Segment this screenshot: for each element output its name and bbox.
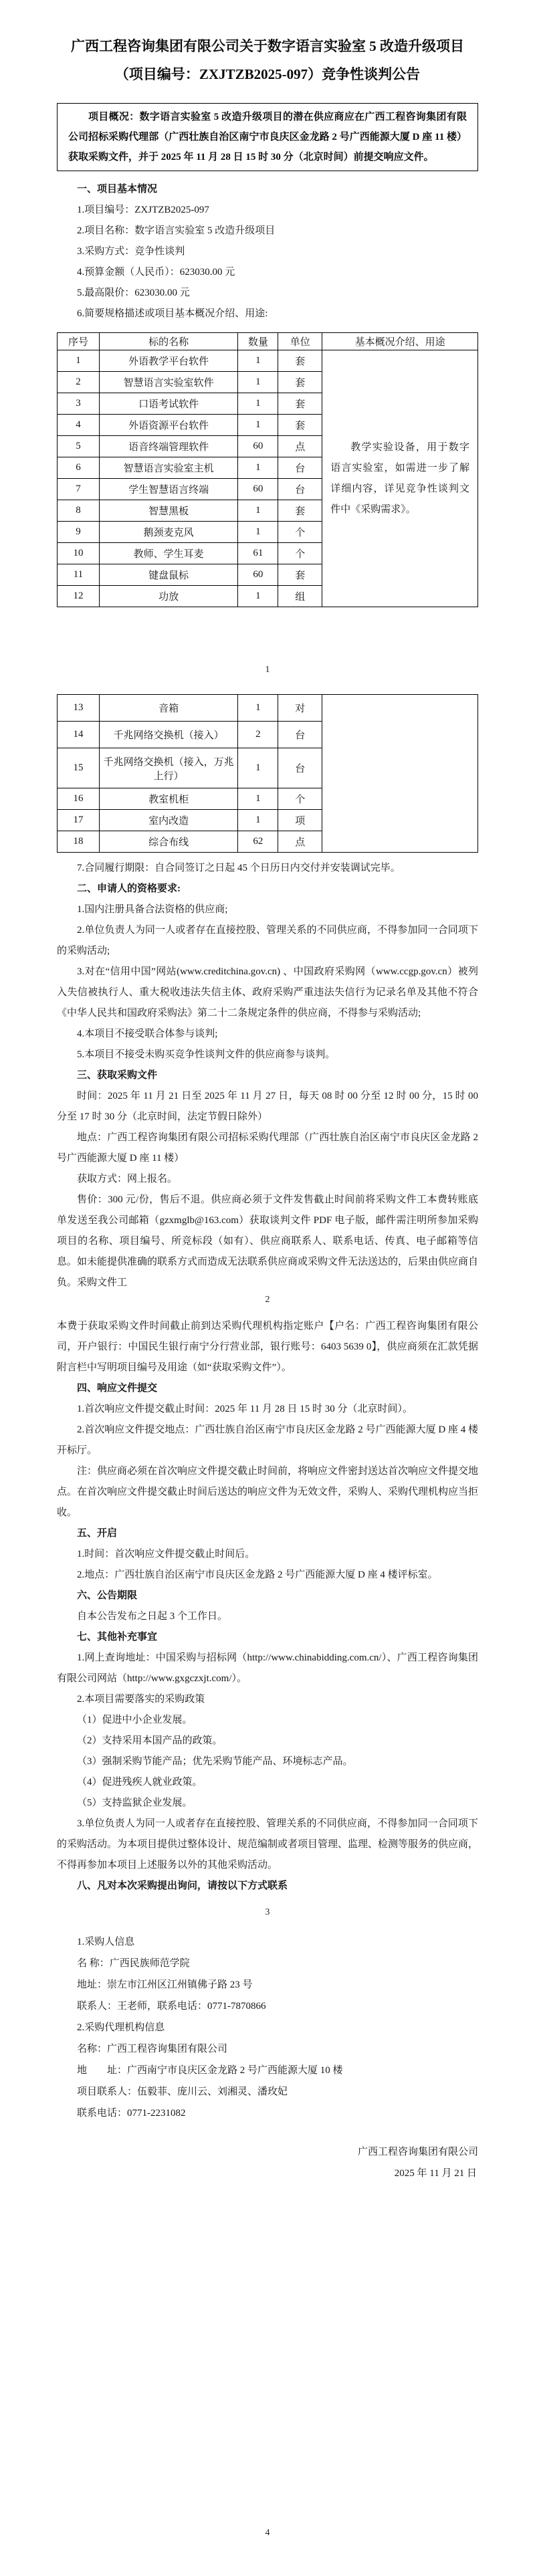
- goods-summary-cell: [322, 350, 478, 607]
- cell-item: 智慧黑板: [99, 500, 238, 522]
- cell-unit: 套: [278, 415, 322, 436]
- opening-time-line: 1.时间：首次响应文件提交截止时间后。: [77, 1549, 255, 1560]
- cell-index: 1: [58, 350, 100, 372]
- submission-note: 注：供应商必须在首次响应文件提交截止时间前，将响应文件密封送达首次响应文件提交地点。在首次响应文件提交截止时间后送达的响应文件为无效文件，采购人、采购代理机构应当拒收。: [57, 1466, 479, 1518]
- cell-item: 智慧语言实验室软件: [99, 372, 238, 393]
- cell-qty: 1: [238, 457, 278, 479]
- policy-item-3: （3）强制采购节能产品；优先采购节能产品、环境标志产品。: [77, 1756, 353, 1767]
- policy-item-4: （4）促进残疾人就业政策。: [77, 1777, 203, 1788]
- page-3: [0, 1316, 535, 1923]
- cell-unit: 套: [278, 372, 322, 393]
- cell-unit: 台: [278, 479, 322, 500]
- spec-intro-line: 6.简要规格描述或项目基本概况介绍、用途:: [77, 308, 268, 319]
- qualification-3: 3.对在“信用中国”网站(www.creditchina.gov.cn) 、中国政府采购网（www.ccgp.gov.cn）被列入失信被执行人、重大税收违法失信主体、政府采购严重违法失信行为记录名单及其他不符合《中华人民共和国政府采购法》第二十二条规定条件的供应商，不得参与采购活动;: [57, 966, 478, 1018]
- cell-unit: 对: [278, 695, 322, 722]
- cell-qty: 62: [238, 831, 278, 853]
- col-header-index: 序号: [58, 333, 100, 350]
- cell-index: 6: [58, 457, 100, 479]
- section-heading-7: 七、其他补充事宜: [77, 1632, 158, 1642]
- qualification-4: 4.本项目不接受联合体参与谈判;: [77, 1029, 218, 1039]
- page-1: [0, 32, 535, 679]
- cell-unit: 点: [278, 831, 322, 853]
- col-header-item: 标的名称: [99, 333, 238, 350]
- page-number-4: 4: [265, 2528, 270, 2538]
- cell-qty: 60: [238, 436, 278, 457]
- cell-qty: 2: [238, 722, 278, 748]
- cell-index: 15: [58, 748, 100, 788]
- cell-index: 9: [58, 522, 100, 543]
- qualification-2: 2.单位负责人为同一人或者存在直接控股、管理关系的不同供应商，不得参加同一合同项下的采购活动;: [57, 925, 478, 956]
- cell-qty: 1: [238, 350, 278, 372]
- cell-item: 外语资源平台软件: [99, 415, 238, 436]
- cell-qty: 1: [238, 810, 278, 831]
- buyer-address-line: 地址：崇左市江州区江州镇佛子路 23 号: [77, 1979, 253, 1990]
- cell-index: 13: [58, 695, 100, 722]
- signature-date: 2025 年 11 月 21 日: [394, 2168, 477, 2179]
- cell-unit: 个: [278, 543, 322, 564]
- cell-unit: 台: [278, 457, 322, 479]
- cell-item: 键盘鼠标: [99, 564, 238, 586]
- document-price-paragraph: 售价：300 元/份，售后不退。供应商必须于文件发售截止时间前将采购文件工本费转账底单发送至我公司邮箱（gzxmglb@163.com）获取谈判文件 PDF 电子版，邮件需注明所参加采购项目的名称、项目编号、所竞标段（如有）、供应商联系人、联系电话、传真、电子邮箱等信息。如未能提供准确的联系方式而造成无法联系供应商或采购文件无法送达的，后果由供应商自负。采购文件工: [57, 1194, 479, 1288]
- cell-index: 17: [58, 810, 100, 831]
- cell-index: 12: [58, 586, 100, 607]
- cell-unit: 套: [278, 500, 322, 522]
- cell-index: 16: [58, 788, 100, 810]
- contract-term-line: 7.合同履行期限：自合同签订之日起 45 个日历日内交付并安装调试完毕。: [77, 863, 401, 873]
- agent-name-line: 名称：广西工程咨询集团有限公司: [77, 2044, 228, 2054]
- qualification-5: 5.本项目不接受未购买竞争性谈判文件的供应商参与谈判。: [77, 1049, 336, 1060]
- announcement-document: [0, 32, 535, 2548]
- cell-index: 8: [58, 500, 100, 522]
- cell-item: 外语教学平台软件: [99, 350, 238, 372]
- cell-qty: 1: [238, 415, 278, 436]
- policy-heading-line: 2.本项目需要落实的采购政策: [77, 1694, 205, 1705]
- page-2: [0, 694, 535, 1311]
- cell-item: 鹅颈麦克风: [99, 522, 238, 543]
- opening-place-line: 2.地点：广西壮族自治区南宁市良庆区金龙路 2 号广西能源大厦 D 座 4 楼评标室。: [77, 1570, 438, 1580]
- agent-info-heading: 2.采购代理机构信息: [77, 2022, 165, 2033]
- cell-index: 3: [58, 393, 100, 415]
- section-heading-5: 五、开启: [77, 1528, 118, 1539]
- col-header-qty: 数量: [238, 333, 278, 350]
- cell-qty: 60: [238, 479, 278, 500]
- project-overview-box: 项目概况：数字语言实验室 5 改造升级项目的潜在供应商应在广西工程咨询集团有限公司招标采购代理部（广西壮族自治区南宁市良庆区金龙路 2 号广西能源大厦 D 座 11 楼）获取采购文件，并于 2025 年 11 月 28 日 15 时 30 分（北京时间）前提交响应文件。: [57, 103, 478, 171]
- goods-table-header-row: [58, 333, 478, 350]
- cell-index: 4: [58, 415, 100, 436]
- announcement-period-line: 自本公告发布之日起 3 个工作日。: [77, 1611, 228, 1622]
- submission-place-line: 2.首次响应文件提交地点：广西壮族自治区南宁市良庆区金龙路 2 号广西能源大厦 D 座 4 楼开标厅。: [57, 1424, 478, 1456]
- cell-unit: 点: [278, 436, 322, 457]
- cell-index: 10: [58, 543, 100, 564]
- cell-item: 智慧语言实验室主机: [99, 457, 238, 479]
- cell-index: 5: [58, 436, 100, 457]
- section-heading-1: 一、项目基本情况: [77, 184, 158, 195]
- price-continuation-paragraph: 本费于获取采购文件时间截止前到达采购代理机构指定账户【户名：广西工程咨询集团有限公司，开户银行：中国民生银行南宁分行营业部，银行账号：6403 5639 0】，供应商须在汇款凭据附言栏中写明项目编号及用途（如“获取采购文件”）。: [57, 1321, 478, 1373]
- cell-unit: 套: [278, 564, 322, 586]
- cell-item: 口语考试软件: [99, 393, 238, 415]
- cell-item: 功放: [99, 586, 238, 607]
- qualification-1: 1.国内注册具备合法资格的供应商;: [77, 904, 228, 915]
- document-title: [57, 32, 478, 88]
- cell-qty: 1: [238, 372, 278, 393]
- cell-index: 18: [58, 831, 100, 853]
- cell-unit: 项: [278, 810, 322, 831]
- cell-index: 11: [58, 564, 100, 586]
- page-4: [0, 1931, 535, 2576]
- submission-deadline-line: 1.首次响应文件提交截止时间：2025 年 11 月 28 日 15 时 30 分（北京时间）。: [77, 1404, 413, 1414]
- cell-qty: 1: [238, 586, 278, 607]
- goods-summary-cell-cont: [322, 695, 478, 853]
- cell-item: 音箱: [99, 695, 238, 722]
- cell-item: 教师、学生耳麦: [99, 543, 238, 564]
- agent-address-line: 地 址：广西南宁市良庆区金龙路 2 号广西能源大厦 10 楼: [77, 2065, 343, 2076]
- document-title-line2: （项目编号：ZXJTZB2025-097）竞争性谈判公告: [114, 66, 421, 82]
- cell-unit: 台: [278, 722, 322, 748]
- section-heading-8: 八、凡对本次采购提出询问，请按以下方式联系: [77, 1881, 288, 1891]
- agent-contact-line: 项目联系人：伍毅菲、庞川云、刘湘灵、潘玫妃: [77, 2086, 288, 2097]
- cell-unit: 套: [278, 350, 322, 372]
- signature-company: 广西工程咨询集团有限公司: [357, 2147, 478, 2157]
- goods-summary-text: 教学实验设备，用于数字语言实验室，如需进一步了解详细内容，详见竞争性谈判文件中《采购需求》。: [330, 441, 469, 515]
- cell-qty: 1: [238, 522, 278, 543]
- cell-item: 综合布线: [99, 831, 238, 853]
- policy-item-1: （1）促进中小企业发展。: [77, 1715, 193, 1725]
- same-person-rule-paragraph: 3.单位负责人为同一人或者存在直接控股、管理关系的不同供应商，不得参加同一合同项下的采购活动。为本项目提供过整体设计、规范编制或者项目管理、监理、检测等服务的供应商，不得再参加本项目上述服务以外的其他采购活动。: [57, 1818, 479, 1870]
- agent-phone-line: 联系电话：0771-2231082: [77, 2108, 186, 2119]
- cell-qty: 1: [238, 695, 278, 722]
- cell-index: 2: [58, 372, 100, 393]
- cell-unit: 台: [278, 748, 322, 788]
- document-time-line: 时间：2025 年 11 月 21 日至 2025 年 11 月 27 日，每天 08 时 00 分至 12 时 00 分，15 时 00 分至 17 时 30 分（北京时间，法定节假日除外）: [57, 1091, 478, 1122]
- cell-item: 学生智慧语言终端: [99, 479, 238, 500]
- cell-qty: 61: [238, 543, 278, 564]
- section-heading-6: 六、公告期限: [77, 1590, 138, 1601]
- col-header-unit: 单位: [278, 333, 322, 350]
- buyer-info-heading: 1.采购人信息: [77, 1937, 135, 1947]
- document-method-line: 获取方式：网上报名。: [77, 1174, 178, 1184]
- document-title-line1: 广西工程咨询集团有限公司关于数字语言实验室 5 改造升级项目: [71, 38, 464, 54]
- page-number-2: 2: [265, 1295, 270, 1305]
- buyer-contact-line: 联系人：王老师，联系电话：0771-7870866: [77, 2001, 266, 2012]
- online-query-line: 1.网上查询地址：中国采购与招标网（http://www.chinabidding.com.cn/）、广西工程咨询集团有限公司网站（http://www.gxgczxjt.com/）。: [57, 1652, 478, 1684]
- section-heading-3: 三、获取采购文件: [77, 1070, 158, 1081]
- procurement-method-line: 3.采购方式：竞争性谈判: [77, 246, 185, 257]
- cell-unit: 个: [278, 522, 322, 543]
- project-number-line: 1.项目编号：ZXJTZB2025-097: [77, 205, 209, 215]
- buyer-name-line: 名 称：广西民族师范学院: [77, 1958, 190, 1969]
- cell-item: 语音终端管理软件: [99, 436, 238, 457]
- price-cap-line: 5.最高限价：623030.00 元: [77, 288, 190, 298]
- cell-qty: 60: [238, 564, 278, 586]
- table-row: [58, 350, 478, 372]
- cell-unit: 个: [278, 788, 322, 810]
- cell-item: 室内改造: [99, 810, 238, 831]
- cell-index: 7: [58, 479, 100, 500]
- budget-line: 4.预算金额（人民币）：623030.00 元: [77, 267, 235, 278]
- policy-item-2: （2）支持采用本国产品的政策。: [77, 1735, 223, 1746]
- table-row: [58, 695, 478, 722]
- policy-item-5: （5）支持监狱企业发展。: [77, 1798, 193, 1808]
- cell-item: 教室机柜: [99, 788, 238, 810]
- document-place-line: 地点：广西工程咨询集团有限公司招标采购代理部（广西壮族自治区南宁市良庆区金龙路 2 号广西能源大厦 D 座 11 楼）: [57, 1132, 478, 1164]
- cell-index: 14: [58, 722, 100, 748]
- page-number-1: 1: [265, 665, 270, 675]
- cell-item: 千兆网络交换机（接入，万兆上行）: [99, 748, 238, 788]
- cell-item: 千兆网络交换机（接入）: [99, 722, 238, 748]
- cell-qty: 1: [238, 748, 278, 788]
- page-number-3: 3: [265, 1907, 270, 1917]
- section-heading-4: 四、响应文件提交: [77, 1383, 158, 1394]
- cell-unit: 组: [278, 586, 322, 607]
- cell-qty: 1: [238, 788, 278, 810]
- goods-table-page2: [57, 694, 478, 853]
- signature-block: [57, 2141, 478, 2184]
- col-header-desc: 基本概况介绍、用途: [322, 333, 478, 350]
- cell-qty: 1: [238, 393, 278, 415]
- cell-qty: 1: [238, 500, 278, 522]
- cell-unit: 套: [278, 393, 322, 415]
- goods-table-page1: [57, 332, 478, 607]
- section-heading-2: 二、申请人的资格要求:: [77, 883, 181, 894]
- project-name-line: 2.项目名称：数字语言实验室 5 改造升级项目: [77, 225, 276, 236]
